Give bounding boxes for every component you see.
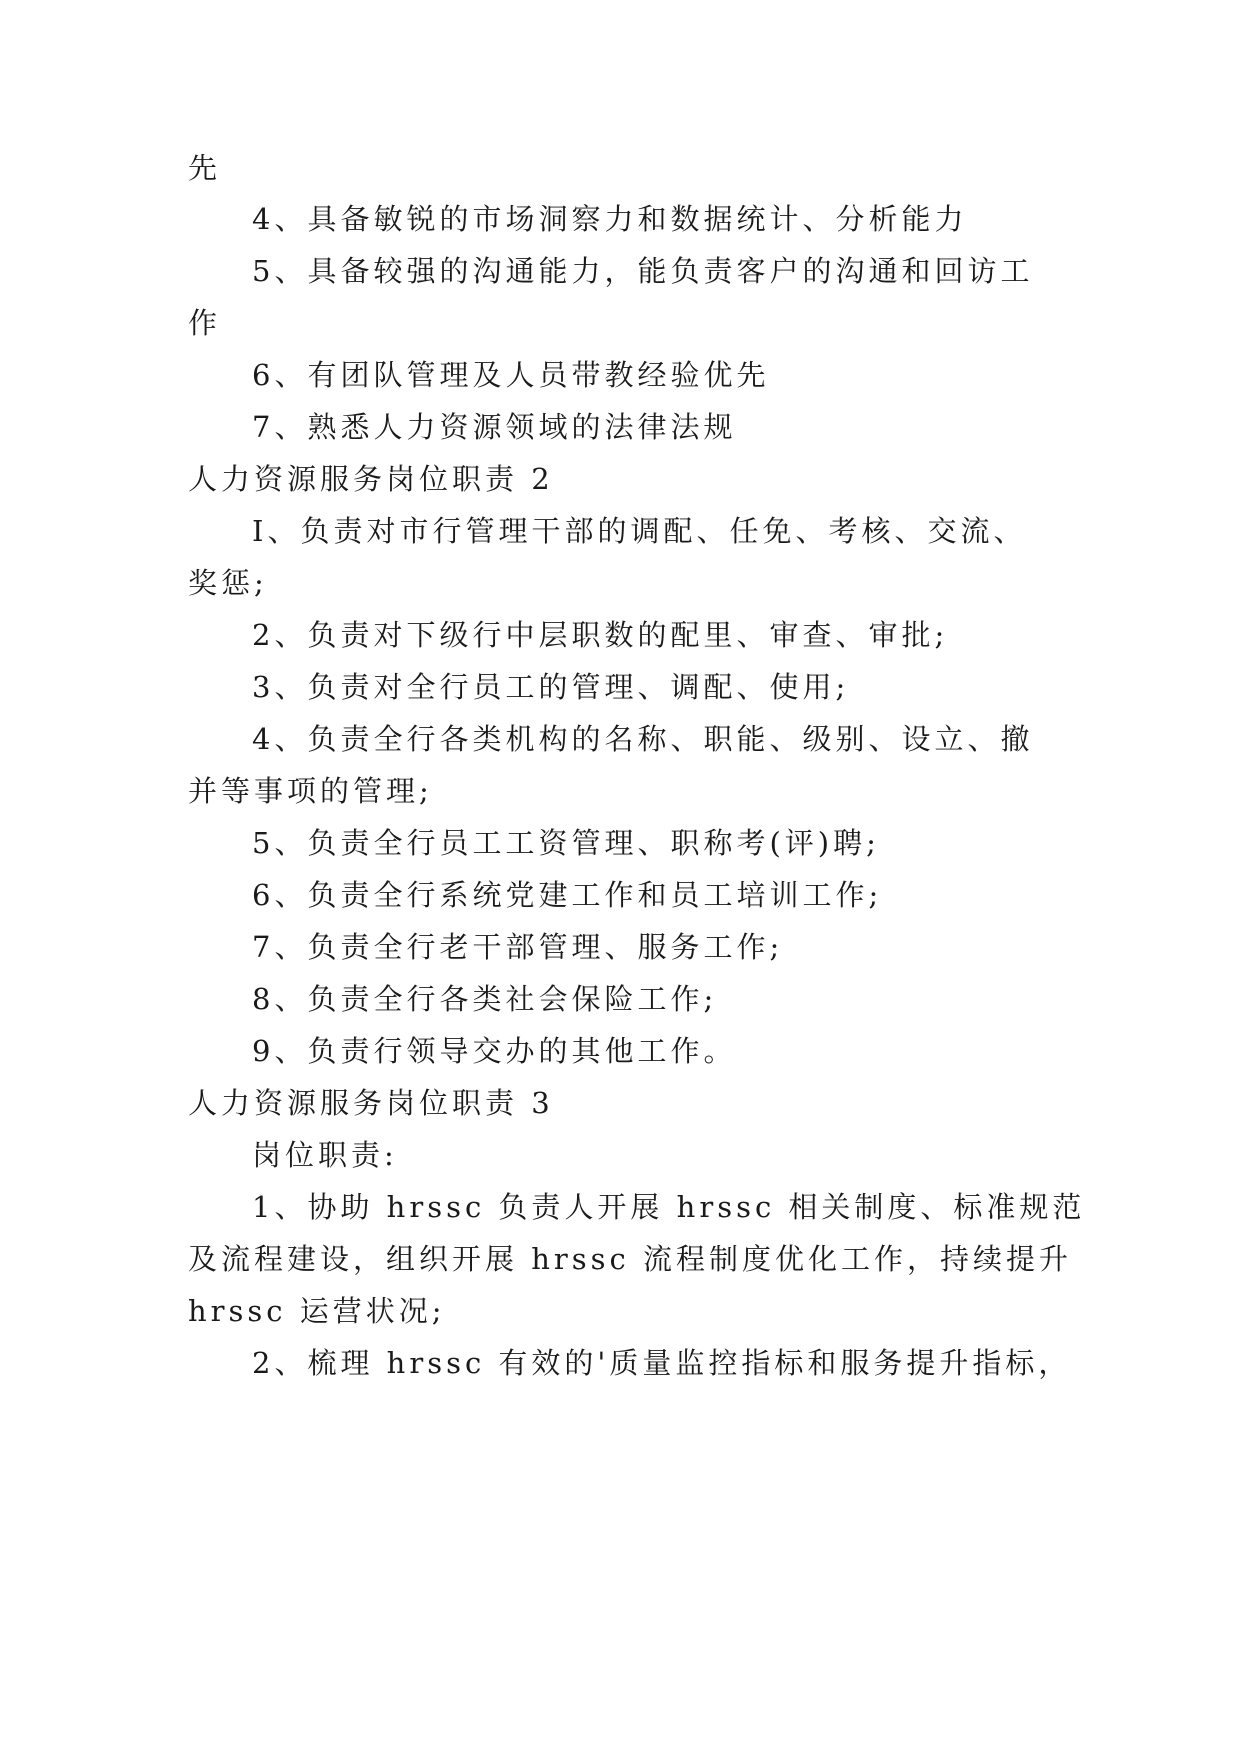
text-line: hrssc 运营状况; xyxy=(188,1294,446,1328)
text-line: 2、梳理 hrssc 有效的'质量监控指标和服务提升指标， xyxy=(252,1346,1072,1380)
text-line: 岗位职责: xyxy=(252,1138,398,1172)
text-line: 4、具备敏锐的市场洞察力和数据统计、分析能力 xyxy=(252,202,968,236)
text-line: 9、负责行领导交办的其他工作。 xyxy=(252,1034,737,1068)
text-line: 7、熟悉人力资源领域的法律法规 xyxy=(252,410,737,444)
section-heading: 人力资源服务岗位职责 2 xyxy=(188,462,554,496)
text-line: 奖惩; xyxy=(188,566,268,600)
text-line: 7、负责全行老干部管理、服务工作; xyxy=(252,930,784,964)
text-line: 1、协助 hrssc 负责人开展 hrssc 相关制度、标准规范 xyxy=(252,1190,1086,1224)
text-line: 5、具备较强的沟通能力，能负责客户的沟通和回访工 xyxy=(252,254,1034,288)
text-line: I、负责对市行管理干部的调配、任免、考核、交流、 xyxy=(252,514,1027,548)
text-line: 3、负责对全行员工的管理、调配、使用; xyxy=(252,670,850,704)
text-line: 并等事项的管理; xyxy=(188,774,433,808)
section-heading: 人力资源服务岗位职责 3 xyxy=(188,1086,554,1120)
text-line: 5、负责全行员工工资管理、职称考(评)聘; xyxy=(252,826,880,860)
text-line: 6、负责全行系统党建工作和员工培训工作; xyxy=(252,878,883,912)
text-line: 4、负责全行各类机构的名称、职能、级别、设立、撤 xyxy=(252,722,1034,756)
text-line: 8、负责全行各类社会保险工作; xyxy=(252,982,718,1016)
text-line: 作 xyxy=(188,306,222,340)
text-line: 先 xyxy=(188,151,222,185)
text-line: 2、负责对下级行中层职数的配里、审查、审批; xyxy=(252,618,949,652)
text-line: 及流程建设，组织开展 hrssc 流程制度优化工作，持续提升 xyxy=(188,1242,1072,1276)
text-line: 6、有团队管理及人员带教经验优先 xyxy=(252,358,770,392)
